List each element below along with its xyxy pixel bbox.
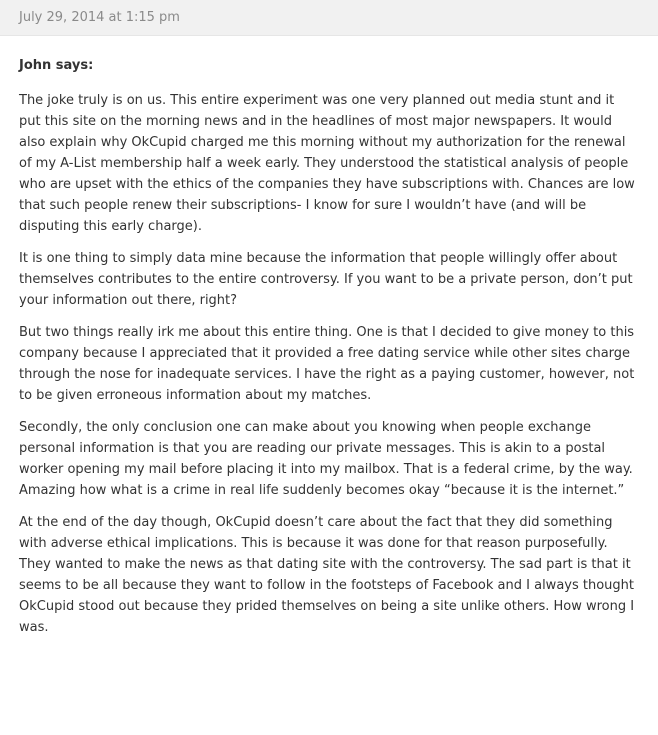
- comment-paragraph: At the end of the day though, OkCupid doesn’t care about the fact that they did something with adverse ethical implications. This is because it was done for that reason purposefully. They wanted to make the news as that dating site with the controversy. The sad part is that it seems to be all because they want to follow in the footsteps of Facebook and I always thought OkCupid stood out because they prided themselves on being a site unlike others. How wrong I was.: [19, 515, 635, 635]
- comment-paragraph: It is one thing to simply data mine because the information that people willingly offer about themselves contributes to the entire controversy. If you want to be a private person, don’t put your information out there, right?: [19, 251, 633, 308]
- comment-paragraph: The joke truly is on us. This entire experiment was one very planned out media stunt and it put this site on the morning news and in the headlines of most major newspapers. It would also explain why OkCupid charged me this morning without my authorization for the renewal of my A-List membership half a week early. They understood the statistical analysis of people who are upset with the ethics of the companies they have subscriptions with. Chances are low that such people renew their subscriptions- I know for sure I wouldn’t have (and will be disputing this early charge).: [19, 93, 635, 234]
- comment-timestamp-link[interactable]: July 29, 2014 at 1:15 pm: [19, 10, 180, 25]
- comment-meta-bar: [0, 0, 658, 36]
- comment-body: [0, 36, 658, 638]
- comment-paragraph: But two things really irk me about this entire thing. One is that I decided to give money to this company because I appreciated that it provided a free dating service while other sites charge through the nose for inadequate services. I have the right as a paying customer, however, not to be given erroneous information about my matches.: [19, 325, 635, 403]
- comment-author: John says:: [19, 58, 94, 73]
- comment-paragraph: Secondly, the only conclusion one can make about you knowing when people exchange personal information is that you are reading our private messages. This is akin to a postal worker opening my mail before placing it into my mailbox. That is a federal crime, by the way. Amazing how what is a crime in real life suddenly becomes okay “because it is the internet.”: [19, 420, 633, 498]
